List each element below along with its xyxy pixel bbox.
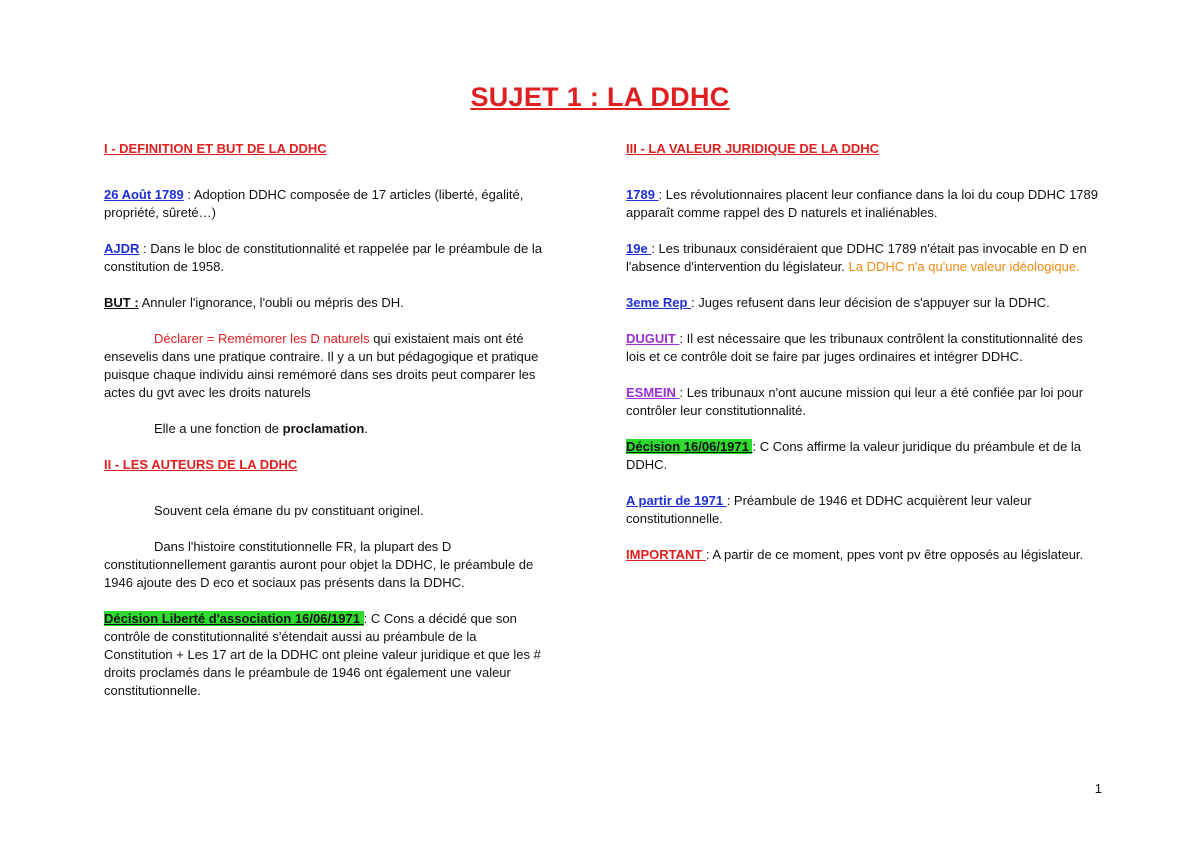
paragraph-important	[626, 546, 1101, 564]
label-esmein: ESMEIN	[626, 385, 680, 400]
paragraph-text: Annuler l'ignorance, l'oubli ou mépris des DH.	[138, 295, 404, 310]
left-column	[104, 140, 544, 700]
label-duguit: DUGUIT	[626, 331, 680, 346]
paragraph-esmein	[626, 384, 1101, 420]
section-heading-2: II - LES AUTEURS DE LA DDHC	[104, 457, 298, 472]
label-1789: 1789	[626, 187, 659, 202]
paragraph-text: : A partir de ce moment, ppes vont pv être opposés au législateur.	[705, 547, 1084, 562]
paragraph-but	[104, 294, 544, 312]
label-3eme-rep: 3eme Rep	[626, 295, 692, 310]
paragraph-text: : Adoption DDHC composée de 17 articles (liberté, égalité, propriété, sûreté…)	[104, 187, 524, 220]
paragraph-text: : C Cons affirme la valeur juridique du préambule et de la DDHC.	[626, 439, 1082, 472]
label-19e: 19e	[626, 241, 652, 256]
paragraph-histoire: Dans l'histoire constitutionnelle FR, la plupart des D constitutionnellement garantis auront pour objet la DDHC, le préambule de 1946 ajoute des D eco et sociaux pas présents dans la DDHC.	[104, 539, 534, 590]
label-important: IMPORTANT	[626, 547, 706, 562]
paragraph-date-1789	[104, 186, 544, 222]
paragraph-end: .	[364, 421, 368, 436]
paragraph-1789	[626, 186, 1101, 222]
label-date: 26 Août 1789	[104, 187, 184, 202]
paragraph-ajdr	[104, 240, 544, 276]
paragraph-text: : Les tribunaux considéraient que DDHC 1789 n'était pas invocable en D en l'absence d'intervention du législateur.	[626, 241, 1087, 274]
paragraph-pv-constituant: Souvent cela émane du pv constituant originel.	[154, 503, 424, 518]
paragraph-declarer	[104, 330, 544, 402]
label-decision-1971: Décision 16/06/1971	[626, 439, 753, 454]
paragraph-text: Elle a une fonction de	[154, 421, 283, 436]
paragraph-text: : Les tribunaux n'ont aucune mission qui leur a été confiée par loi pour contrôler leur constitutionnalité.	[626, 385, 1084, 418]
label-but: BUT :	[104, 295, 139, 310]
paragraph-text: : C Cons a décidé que son contrôle de constitutionnalité s'étendait aussi au préambule de la Constitution + Les 17 art de la DDHC ont pleine valeur juridique et que les # droits proclamés dans le préambule de 1946 ont également une valeur constitutionnelle.	[104, 611, 541, 698]
section-heading-1: I - DEFINITION ET BUT DE LA DDHC	[104, 141, 327, 156]
label-ajdr: AJDR	[104, 241, 140, 256]
bold-proclamation: proclamation	[282, 421, 365, 436]
highlight-declarer: Déclarer = Remémorer les D naturels	[154, 331, 370, 346]
document-title: SUJET 1 : LA DDHC	[470, 82, 730, 112]
paragraph-text: : Il est nécessaire que les tribunaux contrôlent la constitutionnalité des lois et ce contrôle doit se faire par juges ordinaires et intégrer DDHC.	[626, 331, 1083, 364]
highlight-ideologique: La DDHC n'a qu'une valeur idéologique.	[848, 259, 1080, 274]
paragraph-text: : Dans le bloc de constitutionnalité et rappelée par le préambule de la constitution de 1958.	[104, 241, 542, 274]
paragraph-duguit	[626, 330, 1101, 366]
paragraph-3eme-rep	[626, 294, 1101, 312]
paragraph-decision-association	[104, 610, 544, 700]
label-a-partir-1971: A partir de 1971	[626, 493, 727, 508]
label-decision-association: Décision Liberté d'association 16/06/1971	[104, 611, 364, 626]
paragraph-text: : Juges refusent dans leur décision de s'appuyer sur la DDHC.	[691, 295, 1050, 310]
paragraph-19e	[626, 240, 1101, 276]
paragraph-text: : Préambule de 1946 et DDHC acquièrent leur valeur constitutionnelle.	[626, 493, 1032, 526]
right-column	[626, 140, 1101, 564]
paragraph-a-partir-1971	[626, 492, 1101, 528]
section-heading-3: III - LA VALEUR JURIDIQUE DE LA DDHC	[626, 141, 880, 156]
page-number: 1	[1094, 781, 1102, 796]
paragraph-text: : Les révolutionnaires placent leur confiance dans la loi du coup DDHC 1789 apparaît comme rappel des D naturels et inaliénables.	[626, 187, 1098, 220]
paragraph-decision-1971	[626, 438, 1101, 474]
paragraph-text: qui existaient mais ont été ensevelis dans une pratique contraire. Il y a un but pédagogique et pratique puisque chaque individu ainsi remémoré dans ses droits peut comparer les actes du gvt avec les droits naturels	[104, 331, 539, 400]
paragraph-proclamation	[104, 420, 544, 438]
